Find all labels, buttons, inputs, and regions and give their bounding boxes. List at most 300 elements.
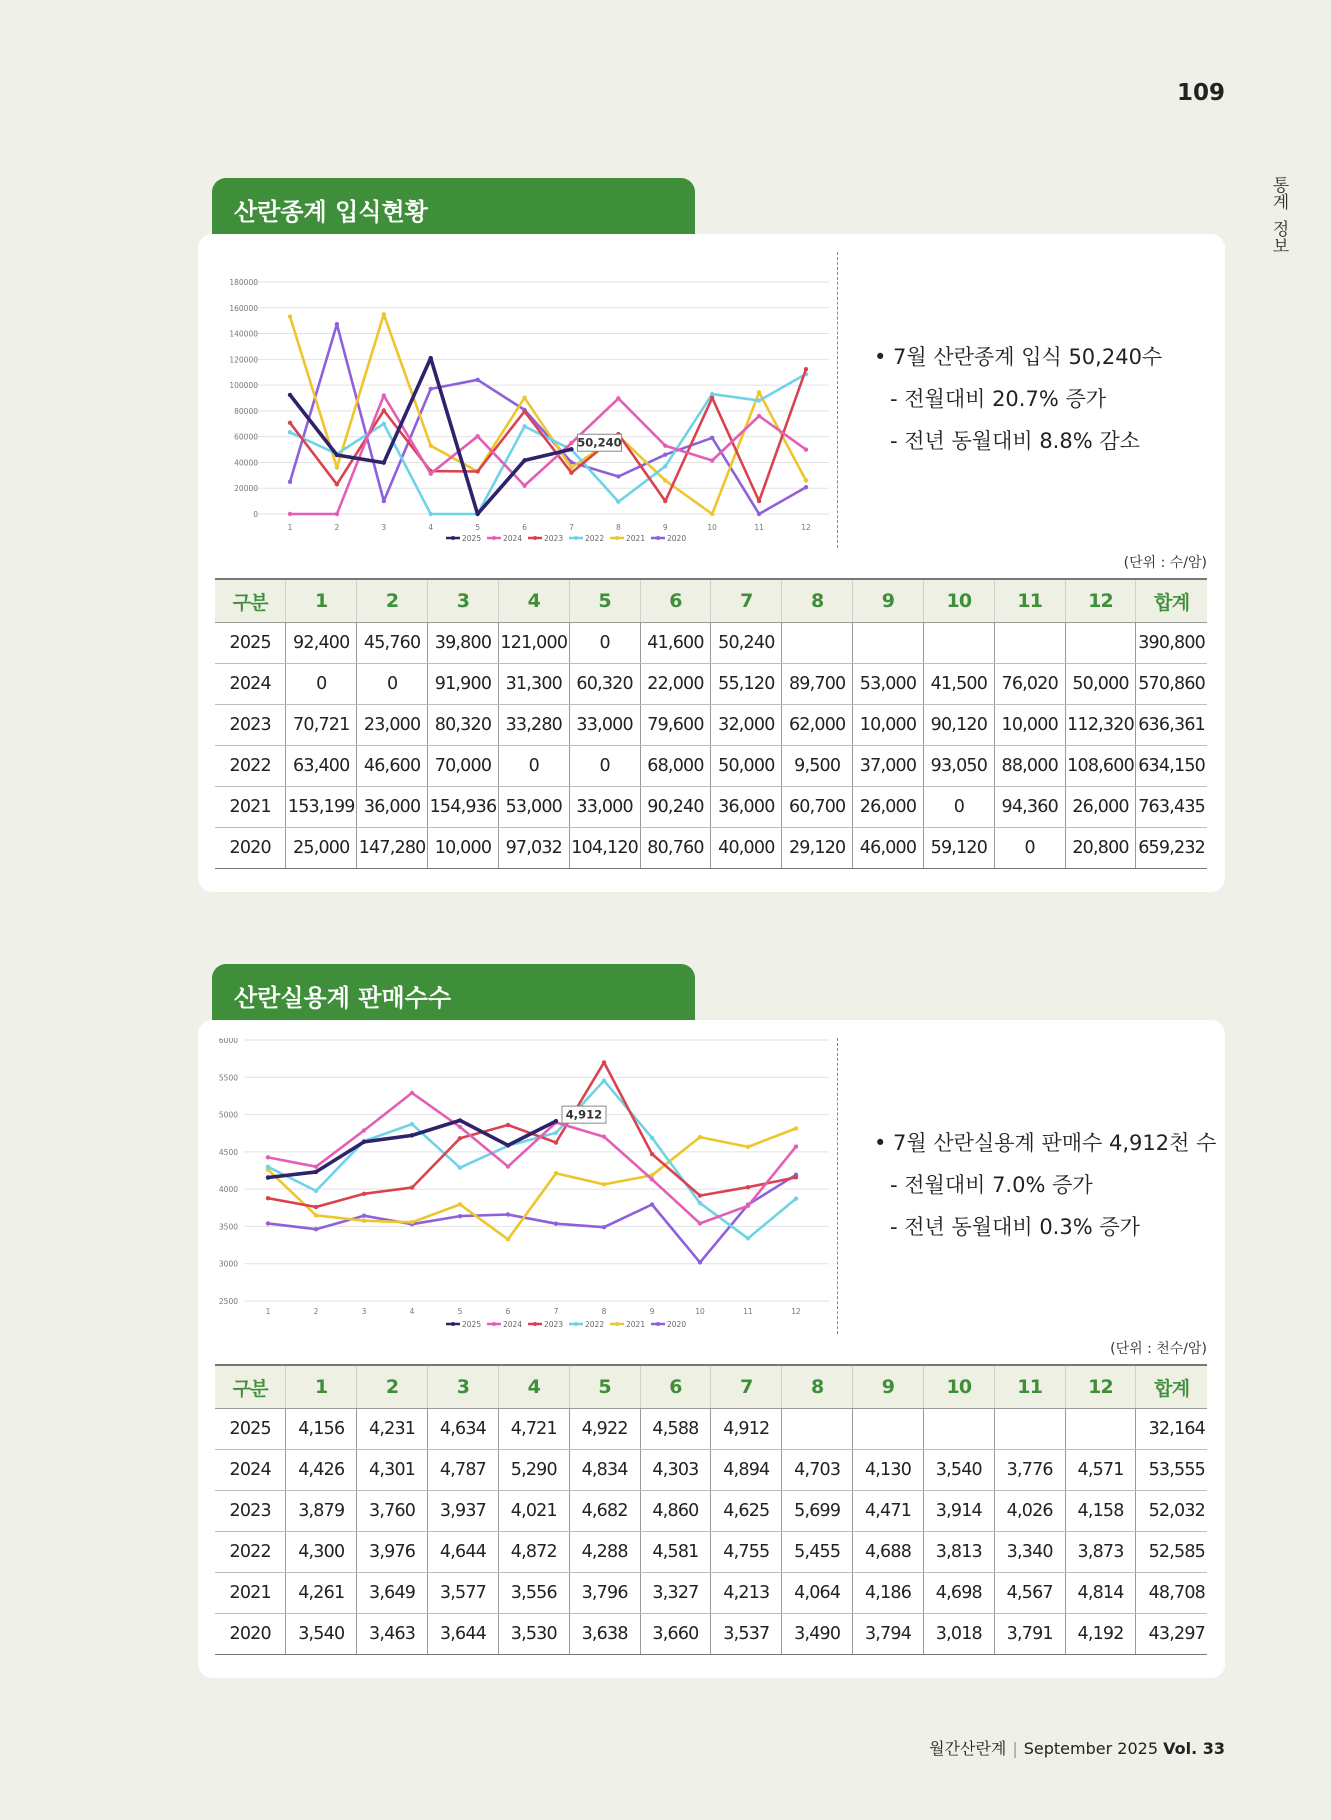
y-tick-label: 4500 <box>218 1147 238 1157</box>
table-cell: 88,000 <box>994 746 1065 787</box>
table-cell: 3,463 <box>357 1614 428 1655</box>
table-cell: 3,490 <box>782 1614 853 1655</box>
table-cell: 89,700 <box>782 664 853 705</box>
legend-marker-2022 <box>574 536 578 540</box>
table-cell: 4,634 <box>428 1409 499 1450</box>
table-cell: 108,600 <box>1065 746 1136 787</box>
footer: 월간산란계 | September 2025 Vol. 33 <box>929 1739 1225 1758</box>
table-cell <box>853 623 924 664</box>
column-header: 2 <box>357 579 428 623</box>
table-row <box>215 664 1207 705</box>
section1-sub2: - 전년 동월대비 8.8% 감소 <box>890 429 1140 453</box>
table-cell: 4,567 <box>994 1573 1065 1614</box>
data-point-2020 <box>475 378 479 382</box>
data-point-2025 <box>382 461 386 465</box>
table-cell: 0 <box>498 746 569 787</box>
side-tab-char: 보 <box>1272 237 1290 257</box>
data-point-2025 <box>362 1140 366 1144</box>
data-point-2025 <box>335 453 339 457</box>
annotation-label: 4,912 <box>565 1107 603 1122</box>
column-header: 합계 <box>1136 579 1207 623</box>
table-cell: 5,699 <box>782 1491 853 1532</box>
column-header: 9 <box>853 1365 924 1409</box>
data-point-2024 <box>663 443 667 447</box>
legend-marker-2025 <box>451 536 455 540</box>
data-point-2023 <box>663 499 667 503</box>
x-tick-label: 1 <box>265 1307 271 1316</box>
side-tab-char: 계 <box>1272 193 1290 213</box>
column-header: 10 <box>923 579 994 623</box>
section2-sub2: - 전년 동월대비 0.3% 증가 <box>890 1215 1140 1239</box>
data-point-2021 <box>382 312 386 316</box>
annotation-label: 50,240 <box>577 435 622 450</box>
legend-marker-2020 <box>656 536 660 540</box>
x-tick-label: 6 <box>522 523 527 532</box>
table-cell: 0 <box>923 787 994 828</box>
data-point-2022 <box>616 500 620 504</box>
y-tick-label: 120000 <box>229 355 258 365</box>
data-point-2020 <box>266 1221 270 1225</box>
data-point-2024 <box>506 1164 510 1168</box>
data-point-2020 <box>382 499 386 503</box>
table-cell: 23,000 <box>357 705 428 746</box>
table-cell: 0 <box>286 664 357 705</box>
table-cell: 4,814 <box>1065 1573 1136 1614</box>
column-header: 11 <box>994 579 1065 623</box>
x-tick-label: 8 <box>601 1307 607 1316</box>
data-point-2022 <box>382 422 386 426</box>
column-header: 6 <box>640 1365 711 1409</box>
legend-marker-2023 <box>533 536 537 540</box>
table-cell: 4,872 <box>498 1532 569 1573</box>
x-tick-label: 10 <box>695 1307 705 1316</box>
row-year: 2022 <box>215 1532 286 1573</box>
row-year: 2021 <box>215 787 286 828</box>
table-row <box>215 1491 1207 1532</box>
data-point-2021 <box>804 478 808 482</box>
table-cell <box>994 623 1065 664</box>
table-cell: 39,800 <box>428 623 499 664</box>
row-year: 2020 <box>215 828 286 869</box>
data-point-2021 <box>794 1126 798 1130</box>
column-header: 12 <box>1065 1365 1136 1409</box>
legend-label-2023: 2023 <box>544 1320 564 1329</box>
table-cell: 4,860 <box>640 1491 711 1532</box>
section2-table <box>215 1364 1207 1655</box>
data-point-2020 <box>554 1221 558 1225</box>
table-cell: 4,698 <box>923 1573 994 1614</box>
table-header-row <box>215 579 1207 623</box>
data-point-2021 <box>522 395 526 399</box>
x-tick-label: 11 <box>754 523 764 532</box>
section1-card <box>198 234 1225 892</box>
table-cell: 3,540 <box>923 1450 994 1491</box>
table-cell: 3,556 <box>498 1573 569 1614</box>
data-point-2022 <box>288 430 292 434</box>
data-point-2020 <box>506 1212 510 1216</box>
data-point-2024 <box>710 458 714 462</box>
table-cell: 4,213 <box>711 1573 782 1614</box>
table-cell: 3,649 <box>357 1573 428 1614</box>
table-cell: 26,000 <box>853 787 924 828</box>
x-tick-label: 6 <box>505 1307 511 1316</box>
table-cell <box>1065 1409 1136 1450</box>
section1-tab <box>212 178 695 240</box>
table-cell: 3,644 <box>428 1614 499 1655</box>
data-point-2024 <box>458 1125 462 1129</box>
section1-notes <box>874 336 1162 462</box>
data-point-2020 <box>663 453 667 457</box>
data-point-2023 <box>382 408 386 412</box>
data-point-2020 <box>757 512 761 516</box>
table-cell: 4,288 <box>569 1532 640 1573</box>
table-cell: 50,000 <box>711 746 782 787</box>
data-point-2022 <box>602 1078 606 1082</box>
table-cell: 5,290 <box>498 1450 569 1491</box>
table-cell: 91,900 <box>428 664 499 705</box>
data-point-2024 <box>362 1128 366 1132</box>
data-point-2021 <box>458 1202 462 1206</box>
x-tick-label: 4 <box>428 523 434 532</box>
section2-title: 산란실용계 판매수수 <box>234 984 452 1012</box>
data-point-2022 <box>698 1201 702 1205</box>
table-row <box>215 623 1207 664</box>
y-tick-label: 40000 <box>234 458 258 468</box>
data-point-2023 <box>288 421 292 425</box>
data-point-2024 <box>804 447 808 451</box>
table-cell: 147,280 <box>357 828 428 869</box>
data-point-2023 <box>698 1193 702 1197</box>
table-cell: 4,156 <box>286 1409 357 1450</box>
data-point-2023 <box>569 471 573 475</box>
legend-marker-2024 <box>492 1322 496 1326</box>
table-cell <box>853 1409 924 1450</box>
table-cell: 4,186 <box>853 1573 924 1614</box>
data-point-2023 <box>522 409 526 413</box>
legend-marker-2022 <box>574 1322 578 1326</box>
data-point-2025 <box>475 512 479 516</box>
table-cell: 4,130 <box>853 1450 924 1491</box>
table-cell: 5,455 <box>782 1532 853 1573</box>
x-tick-label: 9 <box>662 523 668 532</box>
data-point-2021 <box>314 1213 318 1217</box>
data-point-2024 <box>266 1155 270 1159</box>
table-cell: 3,540 <box>286 1614 357 1655</box>
table-cell: 3,873 <box>1065 1532 1136 1573</box>
table-cell: 154,936 <box>428 787 499 828</box>
table-cell: 97,032 <box>498 828 569 869</box>
y-tick-label: 80000 <box>234 406 258 416</box>
data-point-2020 <box>804 485 808 489</box>
table-cell: 3,976 <box>357 1532 428 1573</box>
table-cell: 79,600 <box>640 705 711 746</box>
data-point-2024 <box>698 1221 702 1225</box>
table-cell: 62,000 <box>782 705 853 746</box>
data-point-2025 <box>429 356 433 360</box>
data-point-2023 <box>804 367 808 371</box>
table-cell: 41,500 <box>923 664 994 705</box>
legend-marker-2023 <box>533 1322 537 1326</box>
data-point-2022 <box>710 392 714 396</box>
footer-date: September 2025 <box>1023 1739 1158 1758</box>
table-cell: 46,000 <box>853 828 924 869</box>
table-cell: 4,894 <box>711 1450 782 1491</box>
y-tick-label: 100000 <box>229 381 258 391</box>
table-cell: 4,261 <box>286 1573 357 1614</box>
table-cell: 3,327 <box>640 1573 711 1614</box>
table-cell: 3,537 <box>711 1614 782 1655</box>
data-point-2022 <box>757 398 761 402</box>
data-point-2025 <box>410 1133 414 1137</box>
x-tick-label: 12 <box>791 1307 801 1316</box>
table-cell: 63,400 <box>286 746 357 787</box>
section1-chart <box>214 252 838 548</box>
data-point-2023 <box>602 1060 606 1064</box>
table-cell: 3,340 <box>994 1532 1065 1573</box>
table-cell: 36,000 <box>357 787 428 828</box>
table-cell: 4,021 <box>498 1491 569 1532</box>
table-row <box>215 1450 1207 1491</box>
section2-tab <box>212 964 695 1026</box>
x-tick-label: 3 <box>381 523 387 532</box>
column-header: 5 <box>569 1365 640 1409</box>
table-cell: 70,000 <box>428 746 499 787</box>
data-point-2024 <box>429 471 433 475</box>
legend-label-2021: 2021 <box>626 534 646 543</box>
table-cell: 25,000 <box>286 828 357 869</box>
table-cell: 53,000 <box>853 664 924 705</box>
column-header: 1 <box>286 1365 357 1409</box>
x-tick-label: 9 <box>649 1307 655 1316</box>
legend-label-2024: 2024 <box>503 534 523 543</box>
table-cell: 55,120 <box>711 664 782 705</box>
table-cell: 4,625 <box>711 1491 782 1532</box>
data-point-2023 <box>794 1175 798 1179</box>
data-point-2021 <box>663 478 667 482</box>
data-point-2023 <box>757 499 761 503</box>
table-cell: 0 <box>994 828 1065 869</box>
table-cell: 9,500 <box>782 746 853 787</box>
table-cell: 0 <box>569 623 640 664</box>
data-point-2021 <box>335 465 339 469</box>
legend-label-2020: 2020 <box>667 1320 687 1329</box>
y-tick-label: 140000 <box>229 329 258 339</box>
table-cell: 4,755 <box>711 1532 782 1573</box>
table-cell: 4,301 <box>357 1450 428 1491</box>
x-tick-label: 2 <box>313 1307 319 1316</box>
data-point-2021 <box>288 314 292 318</box>
table-cell: 104,120 <box>569 828 640 869</box>
section2-chart <box>214 1038 838 1334</box>
legend-label-2024: 2024 <box>503 1320 523 1329</box>
table-cell: 93,050 <box>923 746 994 787</box>
table-cell: 4,721 <box>498 1409 569 1450</box>
y-tick-label: 2500 <box>218 1297 238 1306</box>
table-cell: 4,834 <box>569 1450 640 1491</box>
data-point-2025 <box>569 447 573 451</box>
x-tick-label: 7 <box>553 1307 559 1316</box>
page-number: 109 <box>1176 80 1225 106</box>
y-tick-label: 3000 <box>218 1259 238 1269</box>
footer-magazine: 월간산란계 <box>929 1739 1007 1758</box>
table-cell: 4,303 <box>640 1450 711 1491</box>
data-point-2021 <box>410 1220 414 1224</box>
data-point-2020 <box>314 1227 318 1231</box>
legend-label-2025: 2025 <box>462 1320 482 1329</box>
section2-sub1: - 전월대비 7.0% 증가 <box>890 1173 1093 1197</box>
table-cell: 3,813 <box>923 1532 994 1573</box>
table-cell <box>782 1409 853 1450</box>
column-header: 구분 <box>215 1365 286 1409</box>
table-cell: 3,796 <box>569 1573 640 1614</box>
table-cell: 22,000 <box>640 664 711 705</box>
y-tick-label: 0 <box>253 510 258 519</box>
table-cell: 10,000 <box>994 705 1065 746</box>
table-cell: 53,000 <box>498 787 569 828</box>
data-point-2022 <box>746 1236 750 1240</box>
data-point-2023 <box>710 396 714 400</box>
column-header: 구분 <box>215 579 286 623</box>
table-cell: 153,199 <box>286 787 357 828</box>
table-cell: 50,000 <box>1065 664 1136 705</box>
data-point-2021 <box>710 512 714 516</box>
data-point-2025 <box>506 1143 510 1147</box>
table-cell: 570,860 <box>1136 664 1207 705</box>
data-point-2022 <box>650 1136 654 1140</box>
table-row <box>215 828 1207 869</box>
table-cell: 112,320 <box>1065 705 1136 746</box>
x-tick-label: 3 <box>361 1307 367 1316</box>
table-cell: 53,555 <box>1136 1450 1207 1491</box>
table-cell: 4,703 <box>782 1450 853 1491</box>
data-point-2021 <box>554 1171 558 1175</box>
data-point-2020 <box>616 474 620 478</box>
table-cell: 4,471 <box>853 1491 924 1532</box>
table-cell: 4,231 <box>357 1409 428 1450</box>
column-header: 11 <box>994 1365 1065 1409</box>
table-cell: 68,000 <box>640 746 711 787</box>
data-point-2022 <box>458 1165 462 1169</box>
data-point-2023 <box>650 1152 654 1156</box>
table-cell: 20,800 <box>1065 828 1136 869</box>
section2-line-chart <box>214 1038 837 1334</box>
table-cell: 37,000 <box>853 746 924 787</box>
data-point-2024 <box>314 1164 318 1168</box>
legend-label-2020: 2020 <box>667 534 687 543</box>
x-tick-label: 10 <box>707 523 717 532</box>
table-cell: 60,320 <box>569 664 640 705</box>
table-cell: 29,120 <box>782 828 853 869</box>
table-cell: 33,280 <box>498 705 569 746</box>
table-row <box>215 1614 1207 1655</box>
table-cell <box>1065 623 1136 664</box>
table-cell: 4,688 <box>853 1532 924 1573</box>
column-header: 7 <box>711 579 782 623</box>
data-point-2022 <box>794 1196 798 1200</box>
x-tick-label: 8 <box>615 523 621 532</box>
x-tick-label: 4 <box>409 1307 415 1316</box>
table-cell: 4,912 <box>711 1409 782 1450</box>
table-cell: 3,794 <box>853 1614 924 1655</box>
data-point-2023 <box>362 1192 366 1196</box>
table-cell: 41,600 <box>640 623 711 664</box>
legend-label-2022: 2022 <box>585 534 605 543</box>
data-point-2024 <box>382 393 386 397</box>
data-point-2024 <box>602 1135 606 1139</box>
data-point-2024 <box>757 414 761 418</box>
y-tick-label: 20000 <box>234 484 258 494</box>
column-header: 10 <box>923 1365 994 1409</box>
table-cell: 763,435 <box>1136 787 1207 828</box>
row-year: 2025 <box>215 623 286 664</box>
data-point-2022 <box>410 1122 414 1126</box>
table-cell: 3,638 <box>569 1614 640 1655</box>
table-cell: 4,571 <box>1065 1450 1136 1491</box>
table-cell: 46,600 <box>357 746 428 787</box>
data-point-2023 <box>314 1205 318 1209</box>
data-point-2024 <box>475 434 479 438</box>
section1-sub1: - 전월대비 20.7% 증가 <box>890 387 1107 411</box>
series-line-2021 <box>290 314 806 514</box>
section1-bullet: • 7월 산란종계 입식 50,240수 <box>874 345 1163 369</box>
row-year: 2023 <box>215 705 286 746</box>
side-tab-label <box>1270 178 1292 256</box>
column-header: 1 <box>286 579 357 623</box>
data-point-2022 <box>554 1131 558 1135</box>
data-point-2022 <box>429 512 433 516</box>
table-cell: 33,000 <box>569 787 640 828</box>
data-point-2025 <box>554 1119 558 1123</box>
section2-bullet: • 7월 산란실용계 판매수 4,912천 수 <box>874 1131 1217 1155</box>
section2-unit: (단위 : 천수/암) <box>1110 1341 1207 1357</box>
data-point-2024 <box>288 512 292 516</box>
table-cell: 90,120 <box>923 705 994 746</box>
table-cell: 48,708 <box>1136 1573 1207 1614</box>
x-tick-label: 7 <box>569 523 574 532</box>
table-cell: 3,879 <box>286 1491 357 1532</box>
table-cell: 0 <box>569 746 640 787</box>
data-point-2020 <box>362 1213 366 1217</box>
table-cell: 80,320 <box>428 705 499 746</box>
data-point-2024 <box>616 396 620 400</box>
data-point-2023 <box>410 1185 414 1189</box>
column-header: 8 <box>782 1365 853 1409</box>
table-cell: 3,760 <box>357 1491 428 1532</box>
table-cell: 76,020 <box>994 664 1065 705</box>
table-cell: 32,000 <box>711 705 782 746</box>
data-point-2020 <box>650 1202 654 1206</box>
column-header: 5 <box>569 579 640 623</box>
data-point-2021 <box>698 1135 702 1139</box>
table-cell: 4,581 <box>640 1532 711 1573</box>
table-row <box>215 1573 1207 1614</box>
table-cell: 4,426 <box>286 1450 357 1491</box>
row-year: 2021 <box>215 1573 286 1614</box>
table-cell: 4,588 <box>640 1409 711 1450</box>
table-cell: 59,120 <box>923 828 994 869</box>
data-point-2020 <box>710 436 714 440</box>
column-header: 4 <box>498 579 569 623</box>
y-tick-label: 60000 <box>234 432 258 442</box>
legend-label-2023: 2023 <box>544 534 564 543</box>
table-cell: 4,300 <box>286 1532 357 1573</box>
table-cell: 43,297 <box>1136 1614 1207 1655</box>
table-cell: 60,700 <box>782 787 853 828</box>
side-tab-char: 통 <box>1272 176 1290 196</box>
column-header: 3 <box>428 579 499 623</box>
table-cell: 3,776 <box>994 1450 1065 1491</box>
row-year: 2022 <box>215 746 286 787</box>
